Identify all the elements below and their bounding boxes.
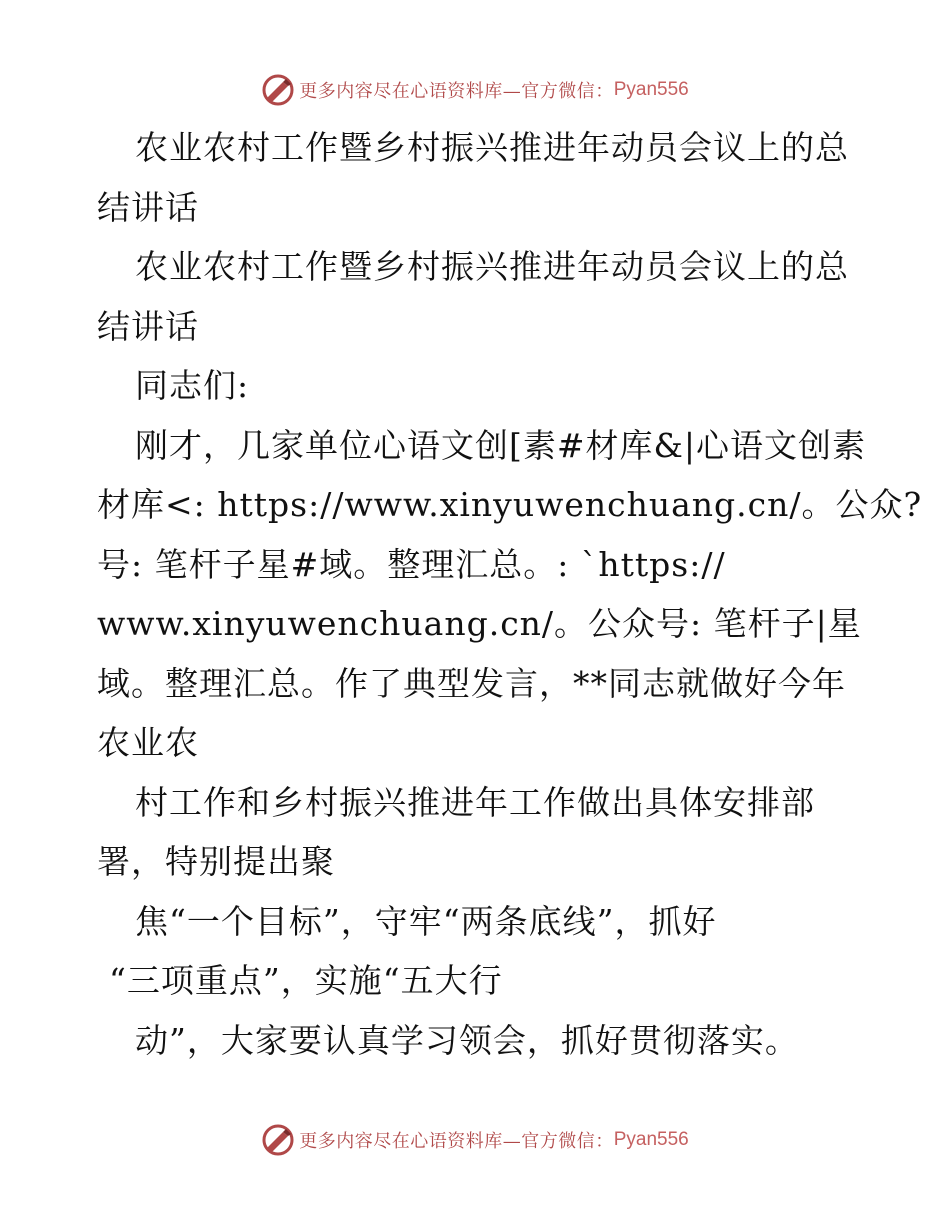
text-line: 焦“一个目标”，守牢“两条底线”，抓好 (135, 901, 717, 941)
text-line: 刚才，几家单位心语文创[素#材库&|心语文创素 (135, 425, 867, 465)
text-line: 号: 笔杆子星#域。整理汇总。: `https:// (97, 544, 726, 584)
text-line: 结讲话 (97, 187, 199, 227)
footer-banner-text: 更多内容尽在心语资料库—官方微信： (299, 1131, 614, 1152)
text-line: 域。整理汇总。作了典型发言，**同志就做好今年 (97, 663, 846, 703)
document-body (97, 118, 923, 1070)
footer-watermark-banner (0, 1120, 950, 1160)
pen-logo-icon (261, 1123, 295, 1157)
footer-banner-id: Pyan556 (613, 1129, 689, 1150)
text-line: 同志们: (135, 366, 250, 405)
text-line: 动”，大家要认真学习领会，抓好贯彻落实。 (135, 1020, 799, 1060)
text-line: 结讲话 (97, 306, 199, 346)
text-line: 农业农 (97, 723, 199, 762)
text-line: 署，特别提出聚 (97, 842, 335, 881)
text-line: 农业农村工作暨乡村振兴推进年动员会议上的总 (135, 128, 849, 167)
text-line: “三项重点”，实施“五大行 (109, 961, 503, 1000)
pen-logo-icon (261, 73, 295, 107)
text-line: 农业农村工作暨乡村振兴推进年动员会议上的总 (135, 247, 849, 286)
text-line: www.xinyuwenchuang.cn/。公众号: 笔杆子|星 (97, 604, 862, 643)
text-line: 材库<: https://www.xinyuwenchuang.cn/。公众? (97, 485, 923, 524)
header-banner-id: Pyan556 (613, 79, 689, 100)
header-banner-text: 更多内容尽在心语资料库—官方微信： (299, 81, 614, 102)
header-watermark-banner (0, 70, 950, 110)
text-line: 村工作和乡村振兴推进年工作做出具体安排部 (135, 782, 815, 822)
